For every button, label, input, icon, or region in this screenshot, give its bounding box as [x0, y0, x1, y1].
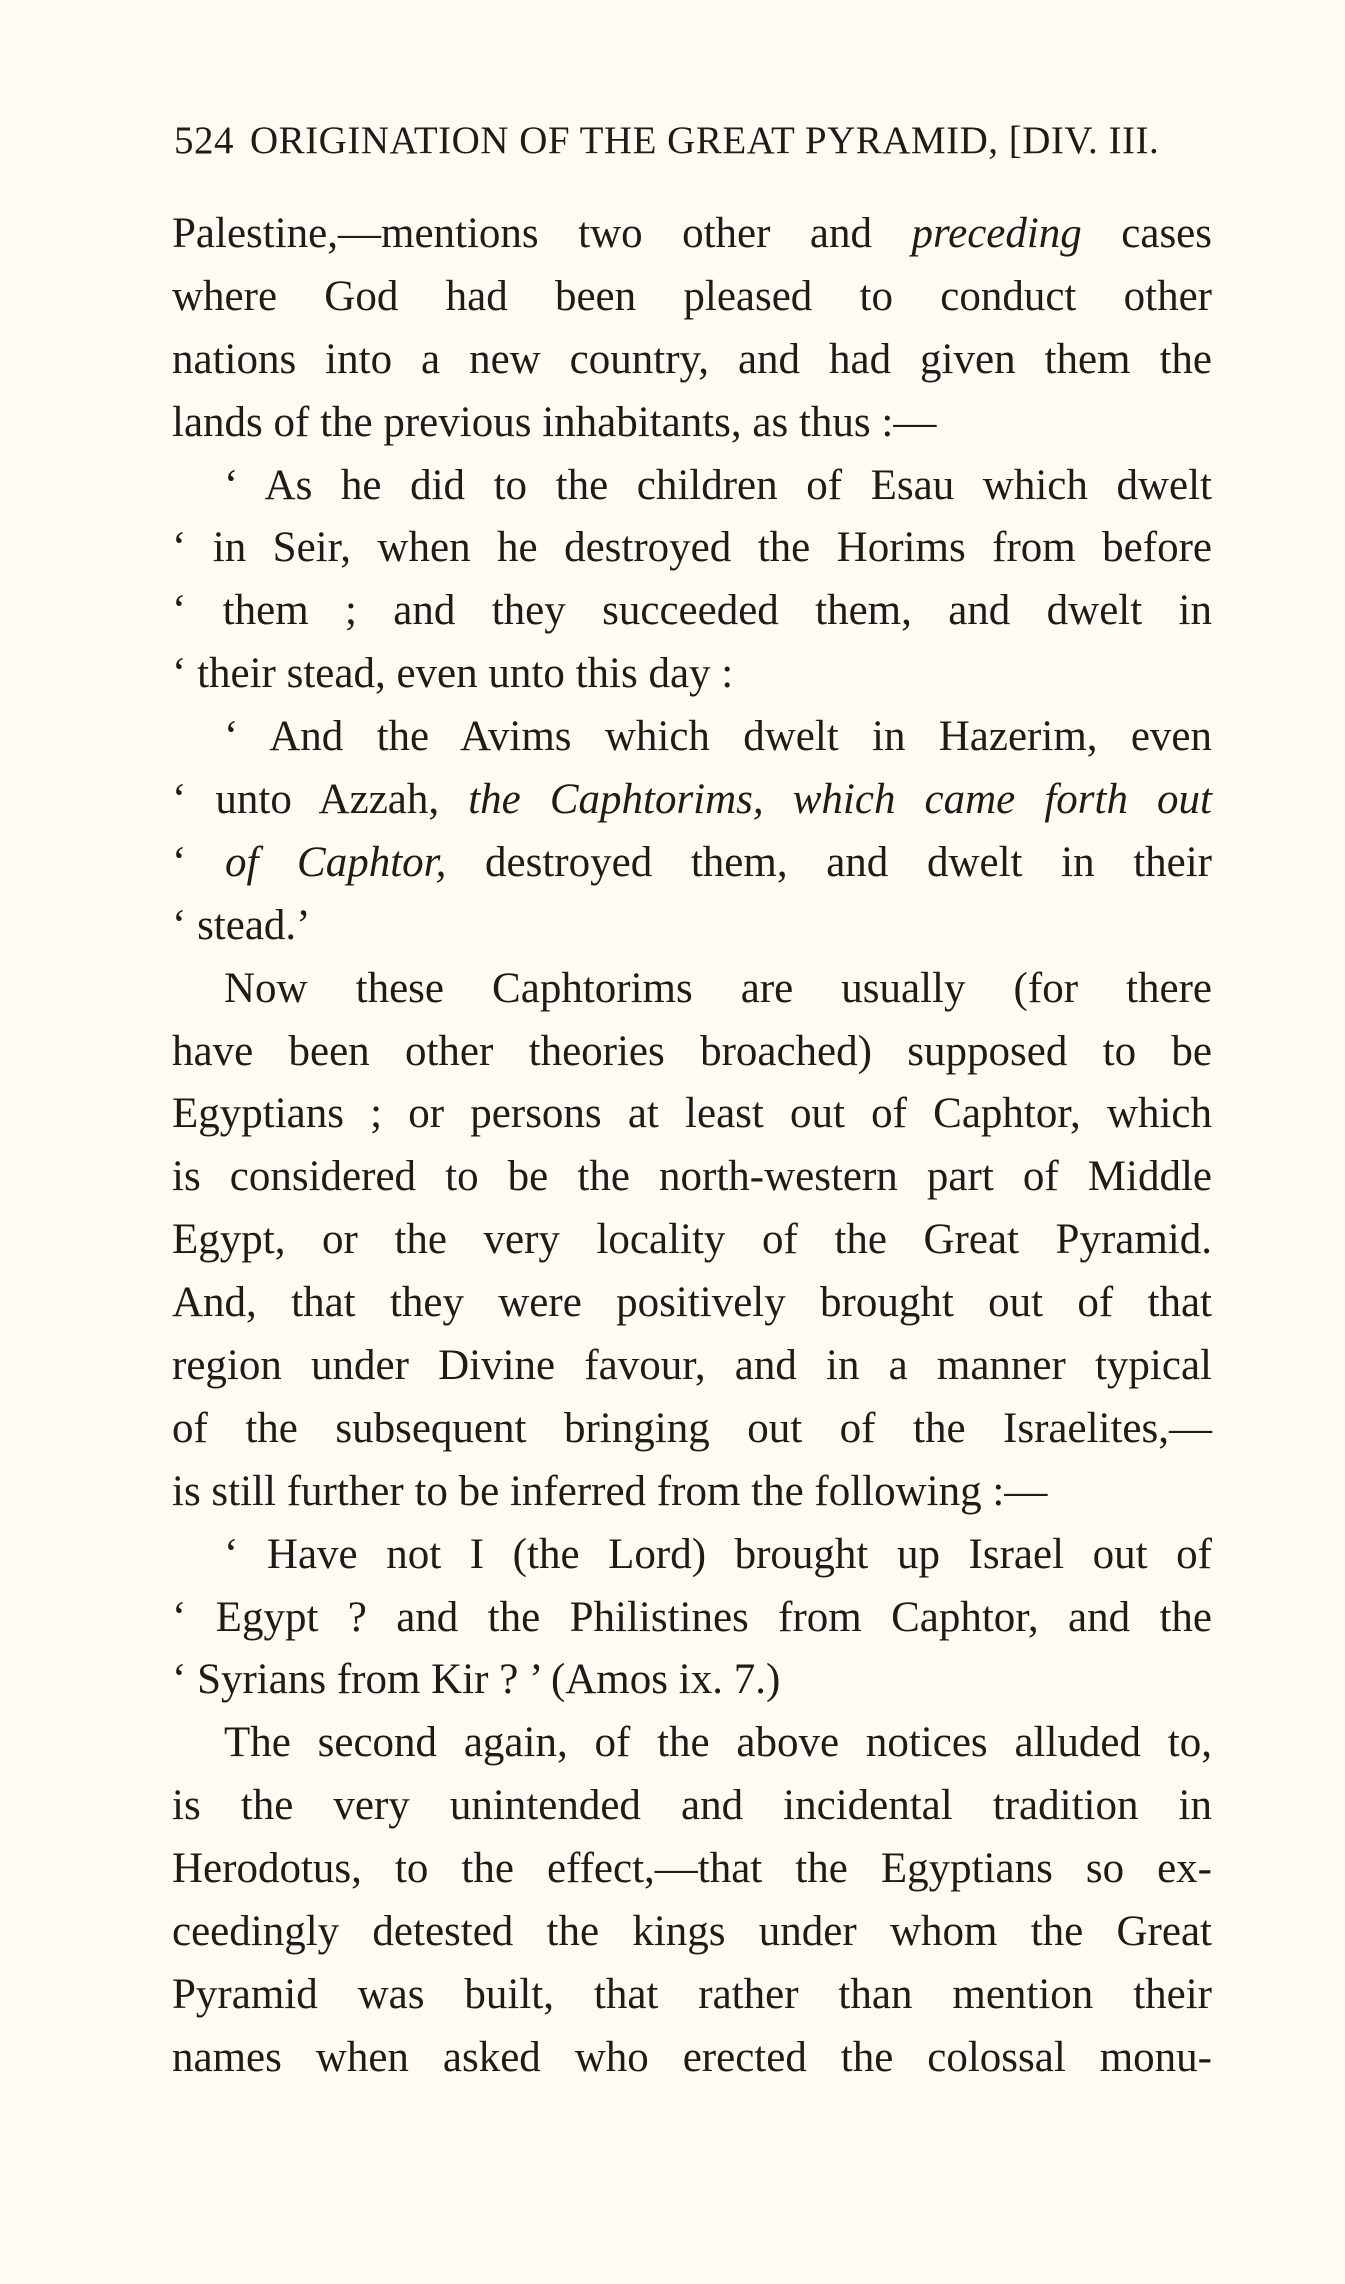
text-segment: names when asked who erected the colossal monu-	[172, 2033, 1212, 2081]
text-line	[172, 203, 1212, 266]
text-segment: is still further to be inferred from the following :—	[172, 1467, 1048, 1515]
text-line	[172, 1083, 1212, 1146]
text-segment: ‘ in Seir, when he destroyed the Horims from before	[172, 524, 1212, 572]
text-line	[172, 1272, 1212, 1335]
running-title: ORIGINATION OF THE GREAT PYRAMID, [DIV. III.	[250, 119, 1160, 162]
text-segment: Herodotus, to the effect,—that the Egyptians so ex-	[172, 1845, 1212, 1893]
text-line	[172, 1901, 1212, 1964]
text-line	[172, 455, 1212, 518]
text-line	[172, 517, 1212, 580]
text-line	[172, 1524, 1212, 1587]
text-segment: ‘ their stead, even unto this day :	[172, 650, 734, 698]
text-segment: have been other theories broached) supposed to be	[172, 1027, 1212, 1075]
text-segment: ‘ them ; and they succeeded them, and dwelt in	[172, 587, 1212, 635]
text-segment: is the very unintended and incidental tradition in	[172, 1782, 1212, 1830]
text-line	[172, 706, 1212, 769]
text-segment: destroyed them, and dwelt in their	[446, 838, 1213, 886]
text-segment: The second again, of the above notices alluded to,	[224, 1719, 1212, 1767]
text-segment: ceedingly detested the kings under whom the Great	[172, 1908, 1212, 1956]
page-number: 524	[174, 119, 234, 162]
text-segment: ‘	[172, 838, 225, 886]
text-segment: Egypt, or the very locality of the Great Pyramid.	[172, 1216, 1212, 1264]
text-line	[172, 1838, 1212, 1901]
text-segment: of the subsequent bringing out of the Israelites,—	[172, 1404, 1212, 1452]
text-segment: Pyramid was built, that rather than mention their	[172, 1970, 1212, 2018]
text-line	[172, 1021, 1212, 1084]
text-segment: ‘ stead.’	[172, 901, 311, 949]
text-line	[172, 266, 1212, 329]
text-line	[172, 643, 1212, 706]
text-line	[172, 1712, 1212, 1775]
text-segment: is considered to be the north-western part of Middle	[172, 1153, 1212, 1201]
text-line	[172, 580, 1212, 643]
text-line	[172, 329, 1212, 392]
text-line	[172, 1209, 1212, 1272]
text-segment: ‘ As he did to the children of Esau which dwelt	[224, 461, 1212, 509]
text-segment: ‘ And the Avims which dwelt in Hazerim, even	[224, 713, 1212, 761]
text-segment: ‘ Egypt ? and the Philistines from Caphtor, and the	[172, 1593, 1212, 1641]
text-segment: Now these Caphtorims are usually (for there	[224, 964, 1212, 1012]
text-line	[172, 1146, 1212, 1209]
running-header	[174, 118, 1214, 163]
text-segment: Egyptians ; or persons at least out of Caphtor, which	[172, 1090, 1212, 1138]
italic-text: of Caphtor,	[224, 838, 447, 886]
text-segment: Palestine,—mentions two other and	[172, 210, 912, 257]
text-segment: ‘ unto Azzah,	[172, 776, 469, 824]
italic-text: the Caphtorims, which came forth out	[468, 776, 1213, 824]
text-segment: And, that they were positively brought out of that	[172, 1279, 1212, 1327]
text-line	[172, 958, 1212, 1021]
text-segment: ‘ Syrians from Kir ? ’ (Amos ix. 7.)	[172, 1656, 781, 1704]
text-segment: lands of the previous inhabitants, as thus :—	[172, 398, 937, 446]
text-line	[172, 1398, 1212, 1461]
text-line	[172, 1335, 1212, 1398]
text-segment: where God had been pleased to conduct other	[172, 272, 1212, 320]
text-line	[172, 392, 1212, 455]
text-segment: region under Divine favour, and in a manner typical	[172, 1342, 1212, 1390]
text-line	[172, 1964, 1212, 2027]
text-line	[172, 1649, 1212, 1712]
text-line	[172, 769, 1212, 832]
text-line	[172, 1461, 1212, 1524]
text-line	[172, 1587, 1212, 1650]
italic-text: preceding	[911, 210, 1082, 257]
text-line	[172, 2027, 1212, 2090]
text-line	[172, 832, 1212, 895]
text-line	[172, 1775, 1212, 1838]
text-segment: cases	[1081, 210, 1213, 257]
text-segment: nations into a new country, and had given them the	[172, 335, 1212, 383]
text-segment: ‘ Have not I (the Lord) brought up Israel out of	[224, 1530, 1212, 1578]
body-text	[172, 203, 1212, 2090]
text-line	[172, 895, 1212, 958]
